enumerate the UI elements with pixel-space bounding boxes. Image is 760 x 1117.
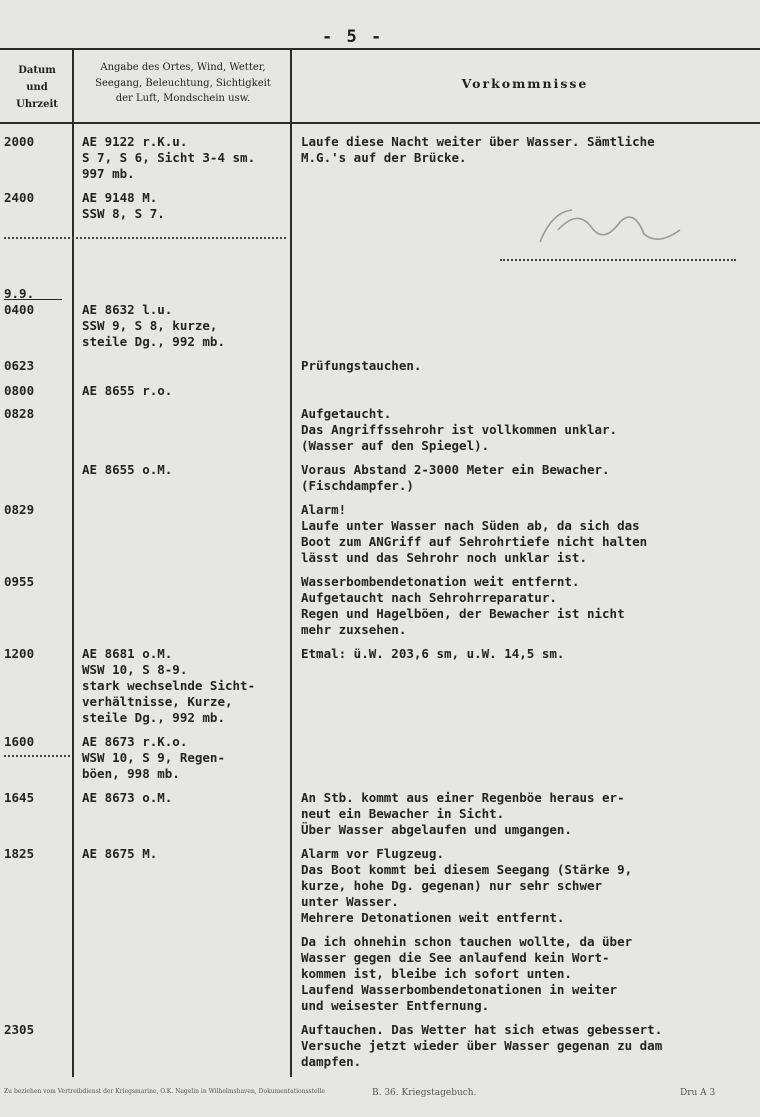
column-divider-1 xyxy=(72,50,74,1077)
location-0400-l1: AE 8632 l.u. xyxy=(82,302,173,317)
header-events: Vorkommnisse xyxy=(461,76,589,91)
event-1825-l5: Mehrere Detonationen weit entfernt. xyxy=(301,910,565,925)
event-2000-l1: Laufe diese Nacht weiter über Wasser. Sämtliche xyxy=(301,134,655,149)
event-cont-l5: und weisester Entfernung. xyxy=(301,998,490,1013)
location-1200-l1: AE 8681 o.M. xyxy=(82,646,173,661)
event-0828-l1: Aufgetaucht. xyxy=(301,406,392,421)
event-0829-l2: Laufe unter Wasser nach Süden ab, da sich das xyxy=(301,518,640,533)
footer-center: B. 36. Kriegstagebuch. xyxy=(372,1088,477,1098)
event-2000-l2: M.G.'s auf der Brücke. xyxy=(301,150,467,165)
event-1645-l1: An Stb. kommt aus einer Regenböe heraus er- xyxy=(301,790,625,805)
location-1825-l1: AE 8675 M. xyxy=(82,846,158,861)
event-1200-l1: Etmal: ü.W. 203,6 sm, u.W. 14,5 sm. xyxy=(301,646,565,661)
footer-left: Zu beziehen vom Vertreibdienst der Kriegsmarine, O.K. Nagelin in Wilhelmshaven, Dokumentationsstelle xyxy=(4,1088,325,1095)
event-0829-l4: lässt und das Sehrohr noch unklar ist. xyxy=(301,550,587,565)
location-1200-l4: verhältnisse, Kurze, xyxy=(82,694,233,709)
location-1200-l5: steile Dg., 992 mb. xyxy=(82,710,225,725)
time-0829: 0829 xyxy=(4,502,35,517)
event-2305-l2: Versuche jetzt wieder über Wasser gegenan zu dam xyxy=(301,1038,663,1053)
event-cont-l4: Laufend Wasserbombendetonationen in weiter xyxy=(301,982,618,997)
day-separator-left xyxy=(4,237,286,239)
location-2000-l2: S 7, S 6, Sicht 3-4 sm. xyxy=(82,150,256,165)
event-cont-l1: Da ich ohnehin schon tauchen wollte, da über xyxy=(301,934,633,949)
location-8655-l1: AE 8655 o.M. xyxy=(82,462,173,477)
header-bottom-rule xyxy=(0,122,760,124)
time-0955: 0955 xyxy=(4,574,35,589)
event-1825-l1: Alarm vor Flugzeug. xyxy=(301,846,444,861)
location-1200-l2: WSW 10, S 8-9. xyxy=(82,662,188,677)
event-1825-l2: Das Boot kommt bei diesem Seegang (Stärke 9, xyxy=(301,862,633,877)
date-marker: 9.9. xyxy=(4,286,35,301)
time-1645: 1645 xyxy=(4,790,35,805)
event-0829-l3: Boot zum ANGriff auf Sehrohrtiefe nicht halten xyxy=(301,534,648,549)
event-1825-l4: unter Wasser. xyxy=(301,894,399,909)
location-1645-l1: AE 8673 o.M. xyxy=(82,790,173,805)
location-1200-l3: stark wechselnde Sicht- xyxy=(82,678,256,693)
event-2305-l1: Auftauchen. Das Wetter hat sich etwas gebessert. xyxy=(301,1022,663,1037)
time-2400: 2400 xyxy=(4,190,35,205)
table-top-rule xyxy=(0,48,760,50)
event-1645-l3: Über Wasser abgelaufen und umgangen. xyxy=(301,822,572,837)
event-1825-l3: kurze, hohe Dg. gegenan) nur sehr schwer xyxy=(301,878,603,893)
header-date-time: Datum und Uhrzeit xyxy=(16,65,58,110)
event-0829-l1: Alarm! xyxy=(301,502,347,517)
event-8655-l1: Voraus Abstand 2-3000 Meter ein Bewacher. xyxy=(301,462,610,477)
event-0623-l1: Prüfungstauchen. xyxy=(301,358,422,373)
time-0623: 0623 xyxy=(4,358,35,373)
event-0955-l1: Wasserbombendetonation weit entfernt. xyxy=(301,574,580,589)
time-1200: 1200 xyxy=(4,646,35,661)
time-2305: 2305 xyxy=(4,1022,35,1037)
location-2000-l1: AE 9122 r.K.u. xyxy=(82,134,188,149)
time-1600: 1600 xyxy=(4,734,35,749)
location-0400-l2: SSW 9, S 8, kurze, xyxy=(82,318,218,333)
event-2305-l3: dampfen. xyxy=(301,1054,362,1069)
event-8655-l2: (Fischdampfer.) xyxy=(301,478,414,493)
event-cont-l3: kommen ist, bleibe ich sofort unten. xyxy=(301,966,572,981)
location-1600-l1: AE 8673 r.K.o. xyxy=(82,734,188,749)
event-1645-l2: neut ein Bewacher in Sicht. xyxy=(301,806,505,821)
event-0828-l3: (Wasser auf den Spiegel). xyxy=(301,438,490,453)
event-0828-l2: Das Angriffssehrohr ist vollkommen unklar. xyxy=(301,422,618,437)
header-location-weather: Angabe des Ortes, Wind, Wetter, Seegang, Beleuchtung, Sichtigkeit der Luft, Mondschein usw. xyxy=(95,62,271,104)
location-2400-l2: SSW 8, S 7. xyxy=(82,206,165,221)
location-1600-l3: böen, 998 mb. xyxy=(82,766,180,781)
time-0400: 0400 xyxy=(4,302,35,317)
signature xyxy=(530,200,700,260)
footer-right: Dru A 3 xyxy=(680,1088,716,1098)
time-0800: 0800 xyxy=(4,383,35,398)
event-cont-l2: Wasser gegen die See anlaufend kein Wort- xyxy=(301,950,610,965)
time-2000: 2000 xyxy=(4,134,35,149)
time-0828: 0828 xyxy=(4,406,35,421)
event-0955-l2: Aufgetaucht nach Sehrohrreparatur. xyxy=(301,590,557,605)
row-separator-1600 xyxy=(4,755,70,757)
location-1600-l2: WSW 10, S 9, Regen- xyxy=(82,750,225,765)
event-0955-l3: Regen und Hagelböen, der Bewacher ist nicht xyxy=(301,606,625,621)
location-2000-l3: 997 mb. xyxy=(82,166,135,181)
event-0955-l4: mehr zuxsehen. xyxy=(301,622,407,637)
location-2400-l1: AE 9148 M. xyxy=(82,190,158,205)
location-0400-l3: steile Dg., 992 mb. xyxy=(82,334,225,349)
column-divider-2 xyxy=(290,50,292,1077)
location-0800-l1: AE 8655 r.o. xyxy=(82,383,173,398)
page-number: - 5 - xyxy=(322,27,384,47)
time-1825: 1825 xyxy=(4,846,35,861)
